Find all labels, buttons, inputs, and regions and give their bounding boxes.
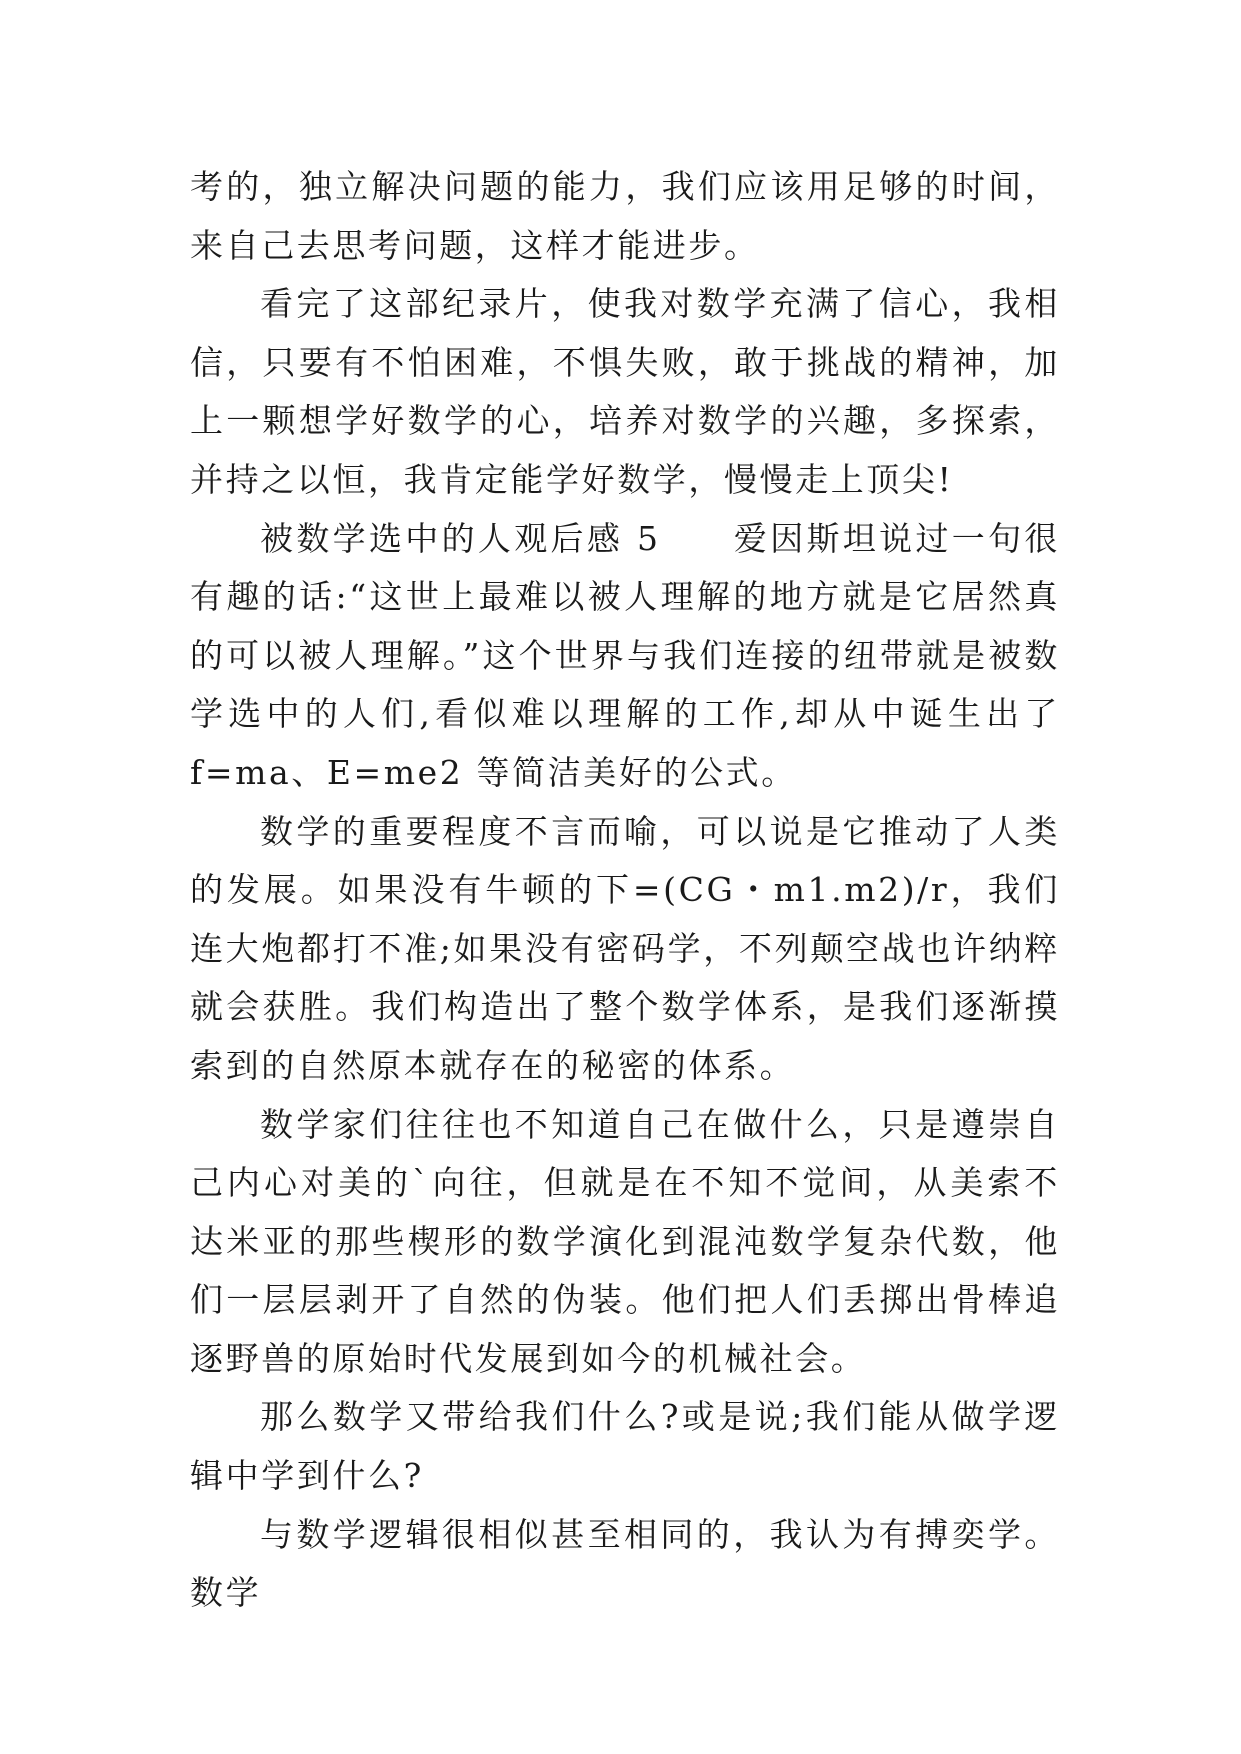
paragraph-1: 考的，独立解决问题的能力，我们应该用足够的时间，来自己去思考问题，这样才能进步。 bbox=[190, 167, 1060, 265]
paragraph-6: 那么数学又带给我们什么?或是说;我们能从做学逻辑中学到什么? bbox=[190, 1397, 1060, 1496]
paragraph-4: 数学的重要程度不言而喻，可以说是它推动了人类的发展。如果没有牛顿的下=(CG・m1.m2)/r，我们连大炮都打不准;如果没有密码学，不列颠空战也许纳粹就会获胜。我们构造出了整个数学体系，是我们逐渐摸索到的自然原本就存在的秘密的体系。 bbox=[190, 811, 1060, 1085]
paragraph-2: 看完了这部纪录片，使我对数学充满了信心，我相信，只要有不怕困难，不惧失败，敢于挑战的精神，加上一颗想学好数学的心，培养对数学的兴趣，多探索，并持之以恒，我肯定能学好数学，慢慢走上顶尖! bbox=[190, 284, 1060, 499]
paragraph-3: 被数学选中的人观后感 5 爱因斯坦说过一句很有趣的话:“这世上最难以被人理解的地方就是它居然真的可以被人理解。”这个世界与我们连接的纽带就是被数学选中的人们,看似难以理解的工作,却从中诞生出了 f=ma、E=me2 等简洁美好的公式。 bbox=[190, 518, 1060, 792]
paragraph-7: 与数学逻辑很相似甚至相同的，我认为有搏奕学。数学 bbox=[190, 1514, 1060, 1613]
document-body bbox=[190, 158, 1060, 1623]
paragraph-5: 数学家们往往也不知道自己在做什么，只是遵崇自己内心对美的`向往，但就是在不知不觉间，从美索不达米亚的那些楔形的数学演化到混沌数学复杂代数，他们一层层剥开了自然的伪装。他们把人们丢掷出骨棒追逐野兽的原始时代发展到如今的机械社会。 bbox=[190, 1104, 1060, 1378]
